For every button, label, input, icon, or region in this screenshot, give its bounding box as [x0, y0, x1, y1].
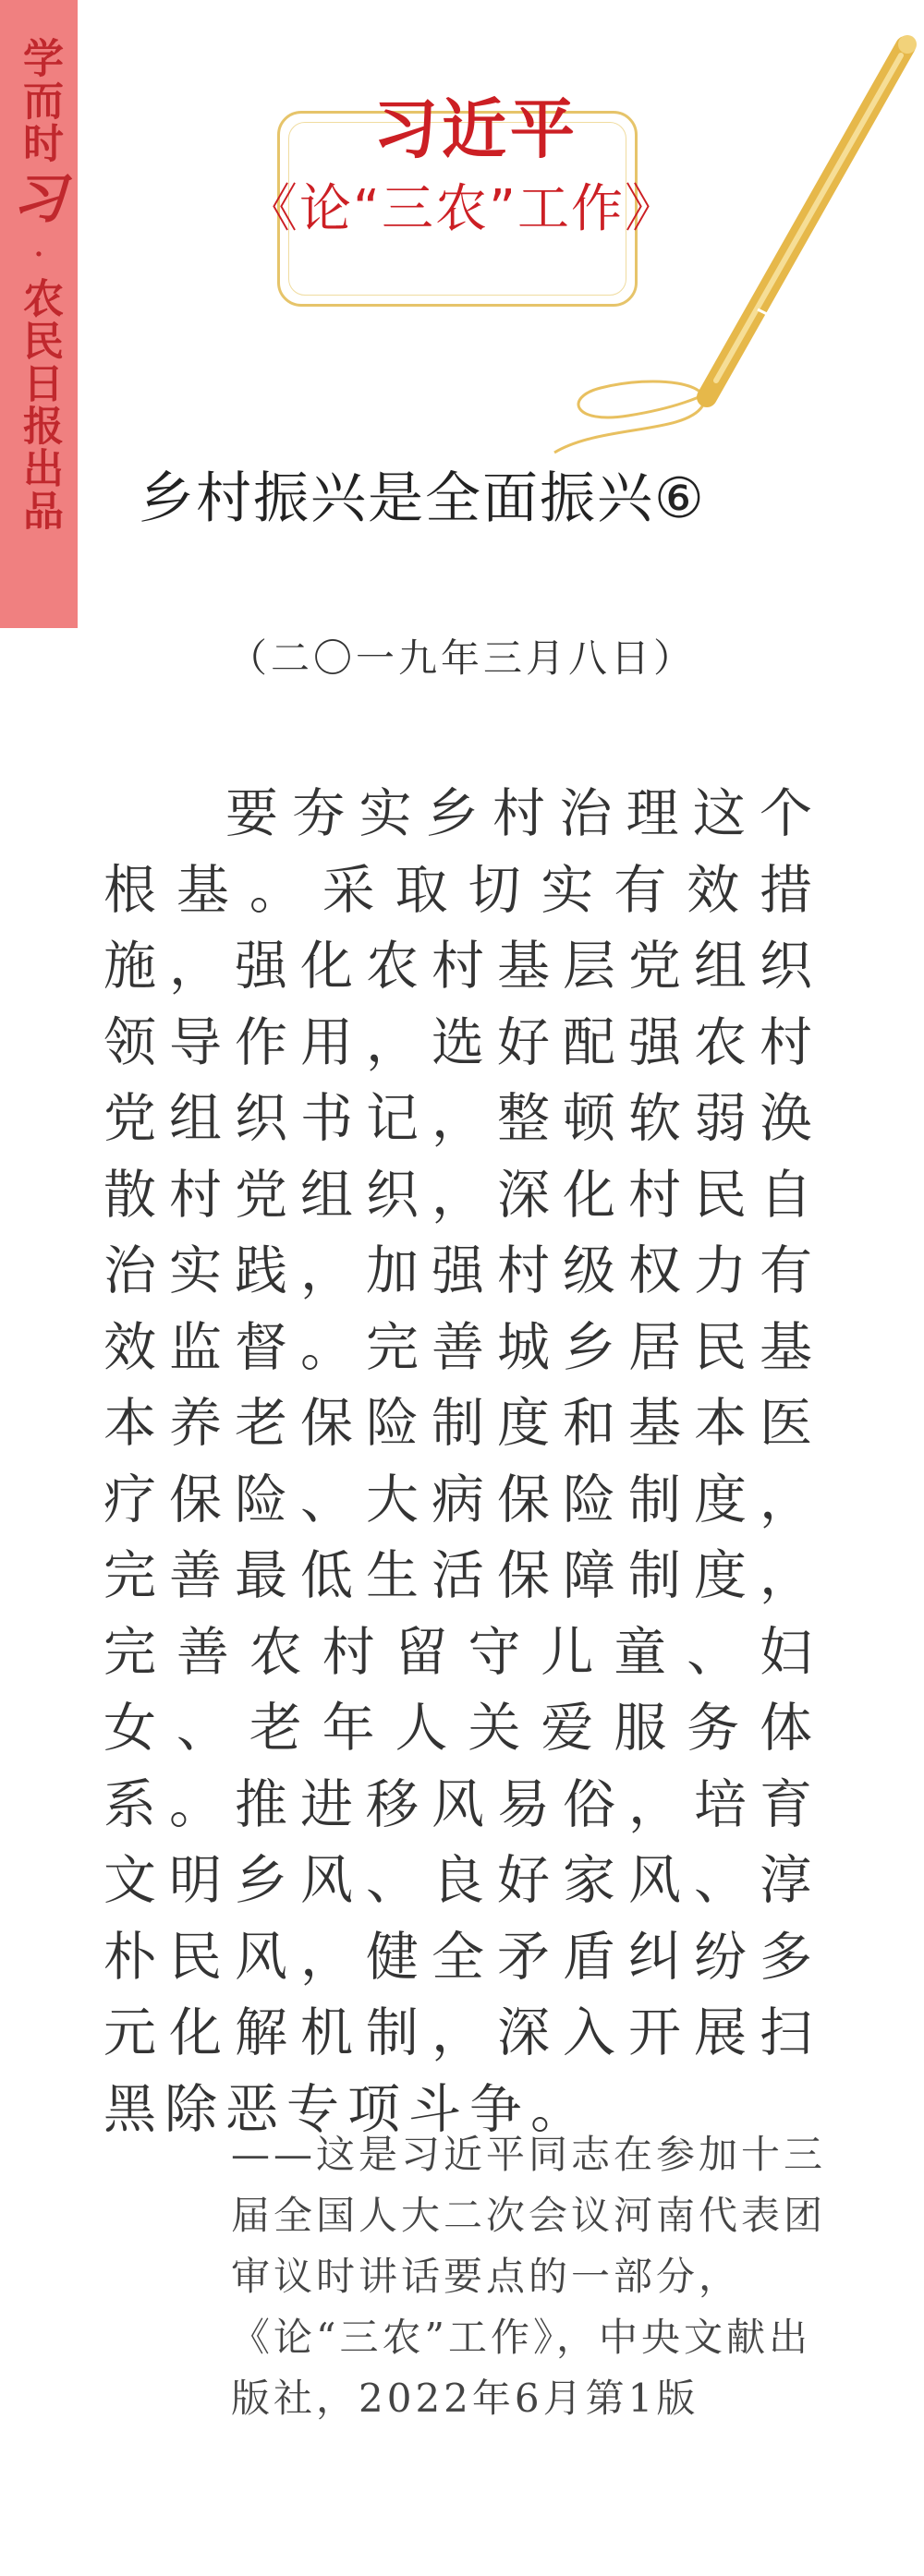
- author-name: 习近平: [373, 91, 578, 167]
- badge-separator: ·: [32, 234, 45, 276]
- badge-xi-character: 习: [11, 167, 66, 230]
- book-title: 《论“三农”工作》: [245, 179, 679, 239]
- badge-series-name: 学而时: [16, 37, 63, 164]
- body-paragraph: 要夯实乡村治理这个根基。采取切实有效措施，强化农村基层党组织领导作用，选好配强农村党组织书记，整顿软弱涣散村党组织，深化村民自治实践，加强村级权力有效监督。完善城乡居民基本养老保险制度和基本医疗保险、大病保险制度，完善最低生活保障制度，完善农村留守儿童、妇女、老年人关爱服务体系。推进移风易俗，培育文明乡风、良好家风、淳朴民风，健全矛盾纠纷多元化解机制，深入开展扫黑除恶专项斗争。: [103, 783, 821, 2140]
- speech-date: （二〇一九年三月八日）: [227, 635, 696, 681]
- badge-publisher: 农民日报出品: [16, 277, 63, 532]
- series-badge: [0, 0, 78, 628]
- source-note: ——这是习近平同志在参加十三届全国人大二次会议河南代表团审议时讲话要点的一部分，《论“三农”工作》，中央文献出版社，2022年6月第1版: [231, 2132, 827, 2421]
- article-title: 乡村振兴是全面振兴⑥: [139, 466, 706, 531]
